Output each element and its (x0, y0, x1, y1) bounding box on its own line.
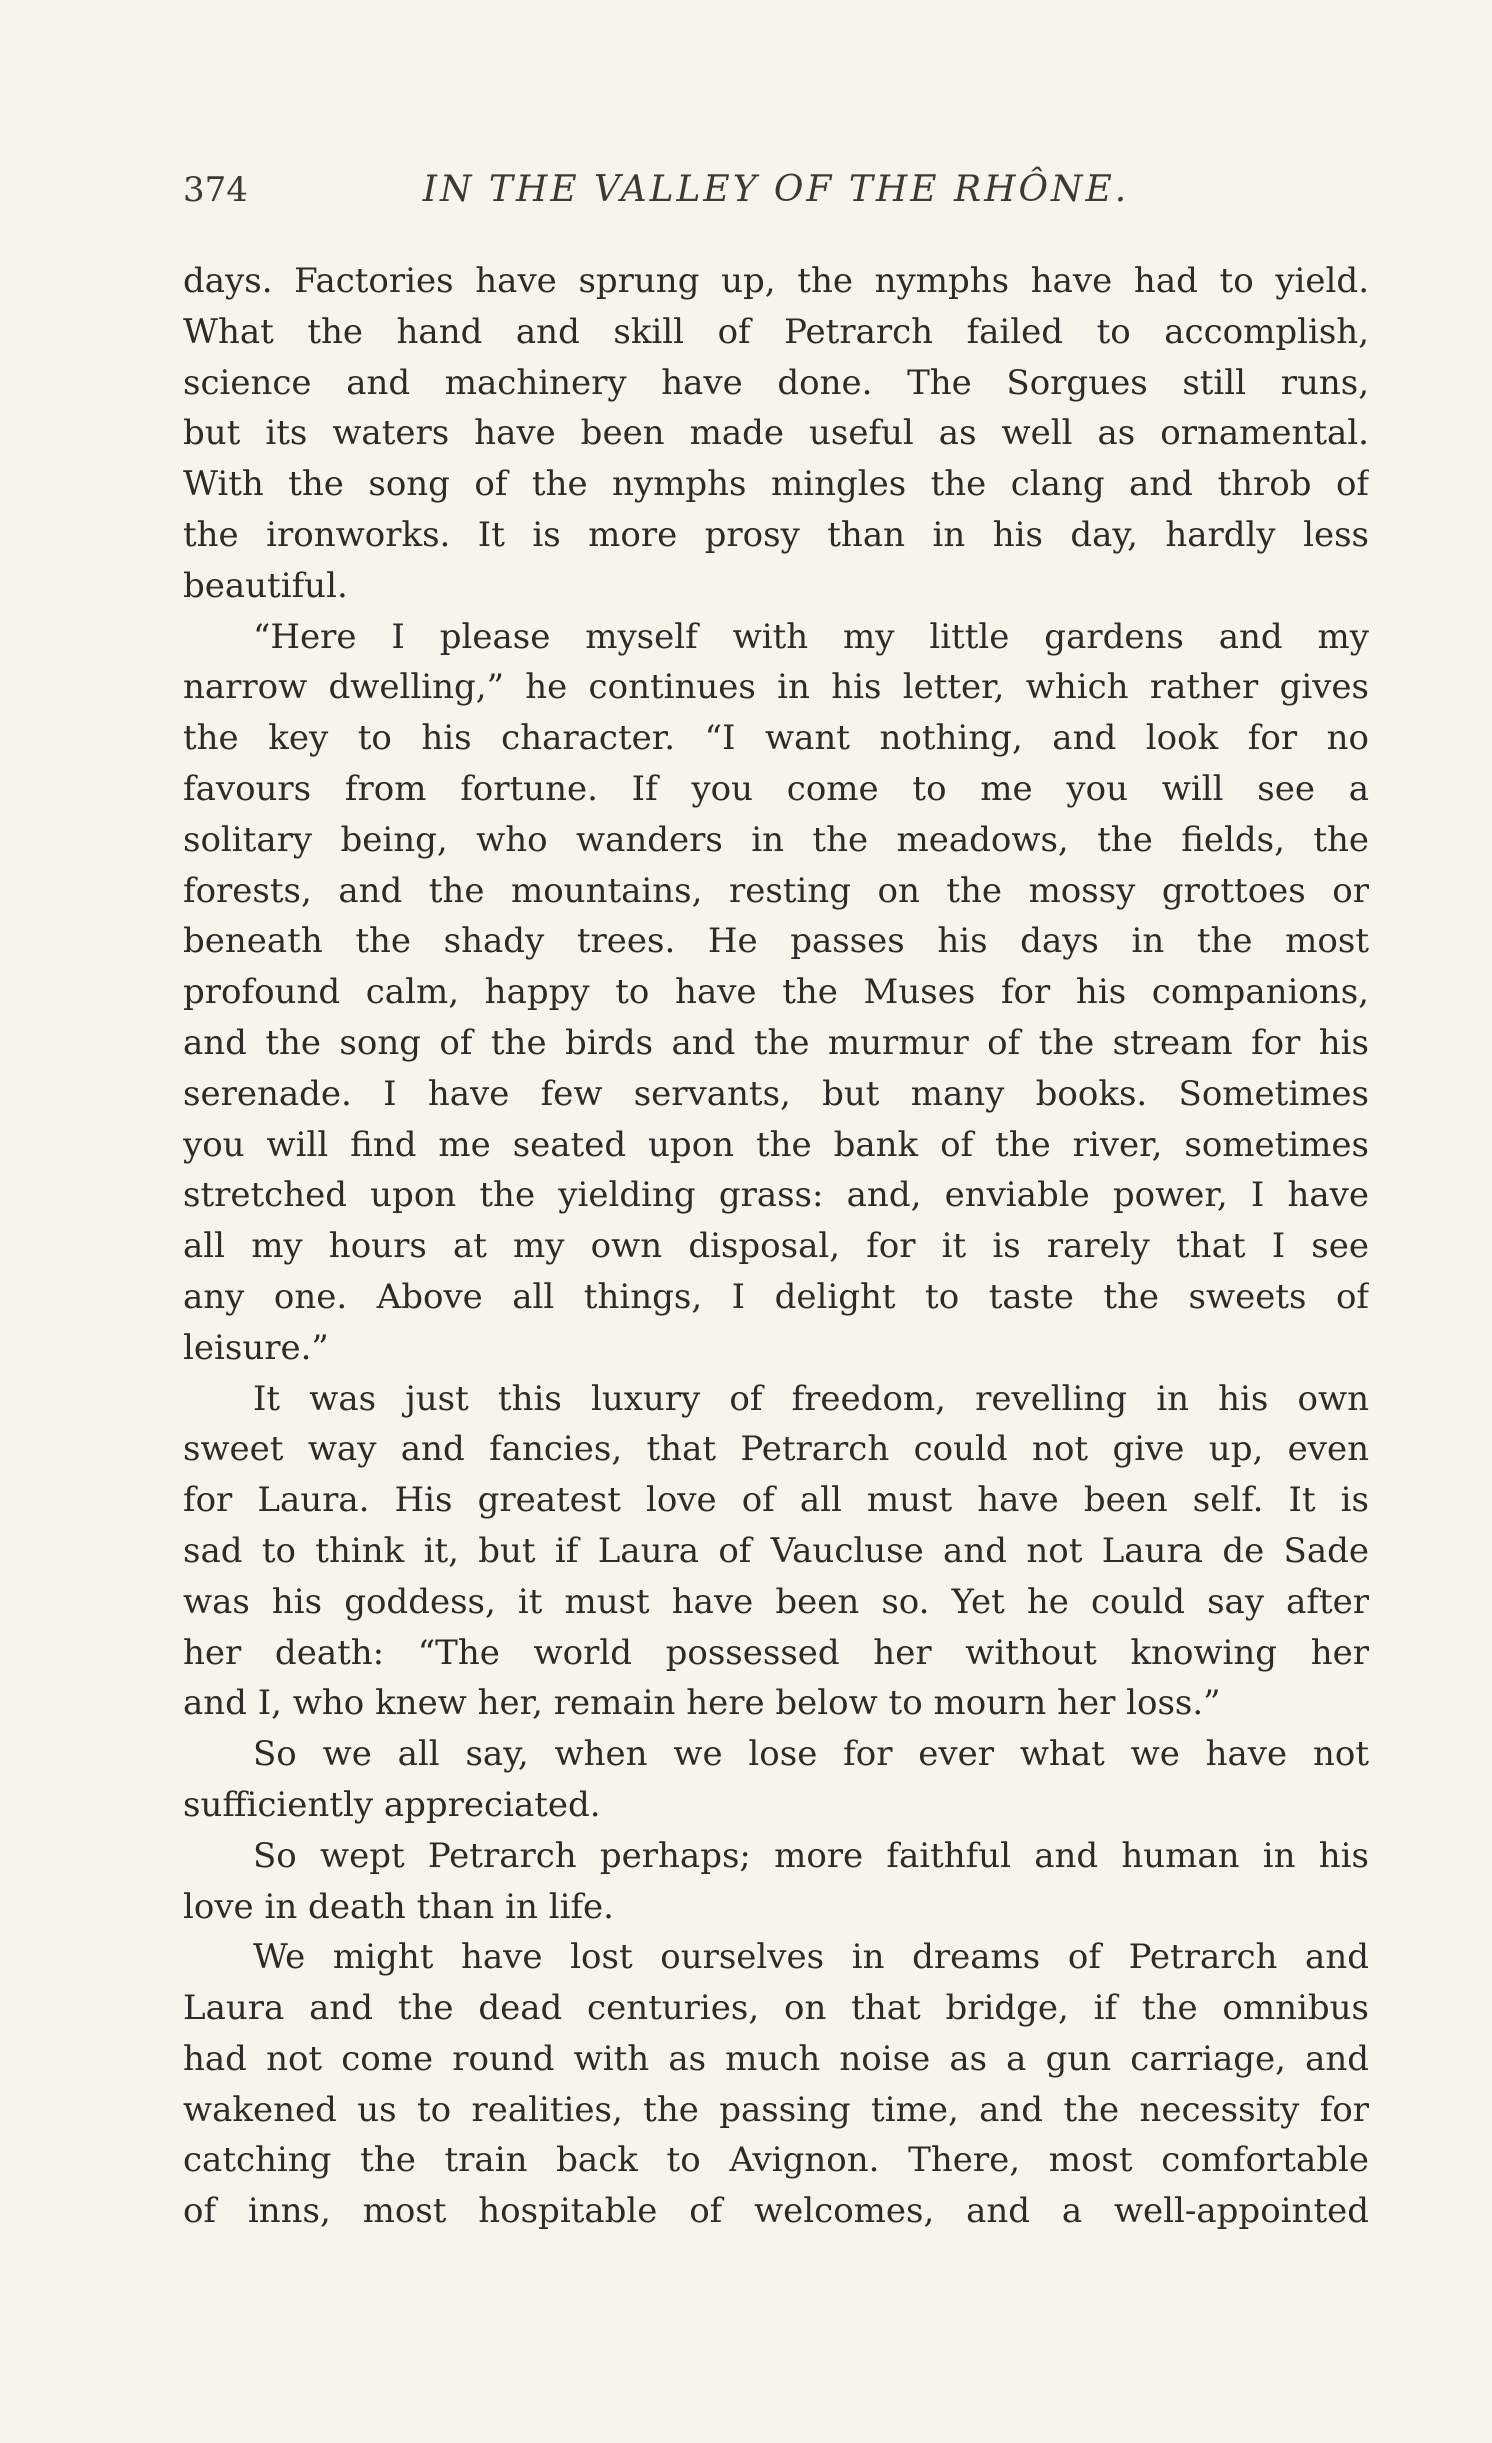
text-line: favours from fortune. If you come to me you will see a (183, 768, 1369, 809)
page-number: 374 (183, 170, 248, 210)
text-line: stretched upon the yielding grass: and, enviable power, I have (183, 1175, 1369, 1216)
text-line: had not come round with as much noise as a gun carriage, and (183, 2038, 1369, 2079)
text-line: beautiful. (183, 565, 348, 606)
text-line: the key to his character. “I want nothing, and look for no (183, 718, 1369, 759)
body-text (183, 256, 1369, 2237)
text-line: forests, and the mountains, resting on the mossy grottoes or (183, 870, 1369, 911)
text-line: We might have lost ourselves in dreams of Petrarch and (253, 1937, 1369, 1978)
text-line: science and machinery have done. The Sorgues still runs, (183, 362, 1369, 403)
text-line: love in death than in life. (183, 1886, 614, 1927)
page-header (183, 162, 1369, 218)
text-line: serenade. I have few servants, but many books. Sometimes (183, 1073, 1369, 1114)
text-line: days. Factories have sprung up, the nymphs have had to yield. (183, 261, 1369, 301)
text-line: and the song of the birds and the murmur of the stream for his (183, 1022, 1369, 1063)
text-line: So wept Petrarch perhaps; more faithful and human in his (253, 1835, 1369, 1876)
text-line: sweet way and fancies, that Petrarch could not give up, even (183, 1429, 1369, 1470)
running-title: IN THE VALLEY OF THE RHÔNE. (422, 169, 1130, 210)
text-line: “Here I please myself with my little gardens and my (253, 616, 1369, 657)
text-line: narrow dwelling,” he continues in his letter, which rather gives (183, 667, 1369, 708)
text-line: of inns, most hospitable of welcomes, and a well-appointed (183, 2191, 1369, 2232)
text-line: her death: “The world possessed her without knowing her (183, 1632, 1369, 1673)
text-line: but its waters have been made useful as well as ornamental. (183, 413, 1369, 454)
text-line: sufficiently appreciated. (183, 1784, 601, 1825)
text-line: It was just this luxury of freedom, revelling in his own (253, 1378, 1369, 1419)
text-line: What the hand and skill of Petrarch failed to accomplish, (183, 311, 1369, 352)
text-line: With the song of the nymphs mingles the clang and throb of (183, 464, 1369, 505)
text-line: and I, who knew her, remain here below to mourn her loss.” (183, 1683, 1221, 1724)
text-line: was his goddess, it must have been so. Yet he could say after (183, 1581, 1369, 1622)
text-line: any one. Above all things, I delight to taste the sweets of (183, 1276, 1369, 1317)
text-line: sad to think it, but if Laura of Vaucluse and not Laura de Sade (183, 1530, 1369, 1571)
text-line: wakened us to realities, the passing time, and the necessity for (183, 2089, 1369, 2130)
text-line: beneath the shady trees. He passes his days in the most (183, 921, 1369, 962)
text-line: for Laura. His greatest love of all must have been self. It is (183, 1480, 1369, 1521)
text-line: So we all say, when we lose for ever what we have not (253, 1734, 1369, 1775)
text-line: the ironworks. It is more prosy than in his day, hardly less (183, 514, 1369, 555)
text-line: Laura and the dead centuries, on that bridge, if the omnibus (183, 1988, 1369, 2029)
text-line: all my hours at my own disposal, for it is rarely that I see (183, 1226, 1369, 1267)
text-line: solitary being, who wanders in the meadows, the fields, the (183, 819, 1369, 860)
text-line: catching the train back to Avignon. There, most comfortable (183, 2140, 1369, 2181)
text-line: profound calm, happy to have the Muses for his companions, (183, 972, 1369, 1013)
text-line: you will find me seated upon the bank of the river, sometimes (183, 1124, 1369, 1165)
text-line: leisure.” (183, 1327, 329, 1368)
